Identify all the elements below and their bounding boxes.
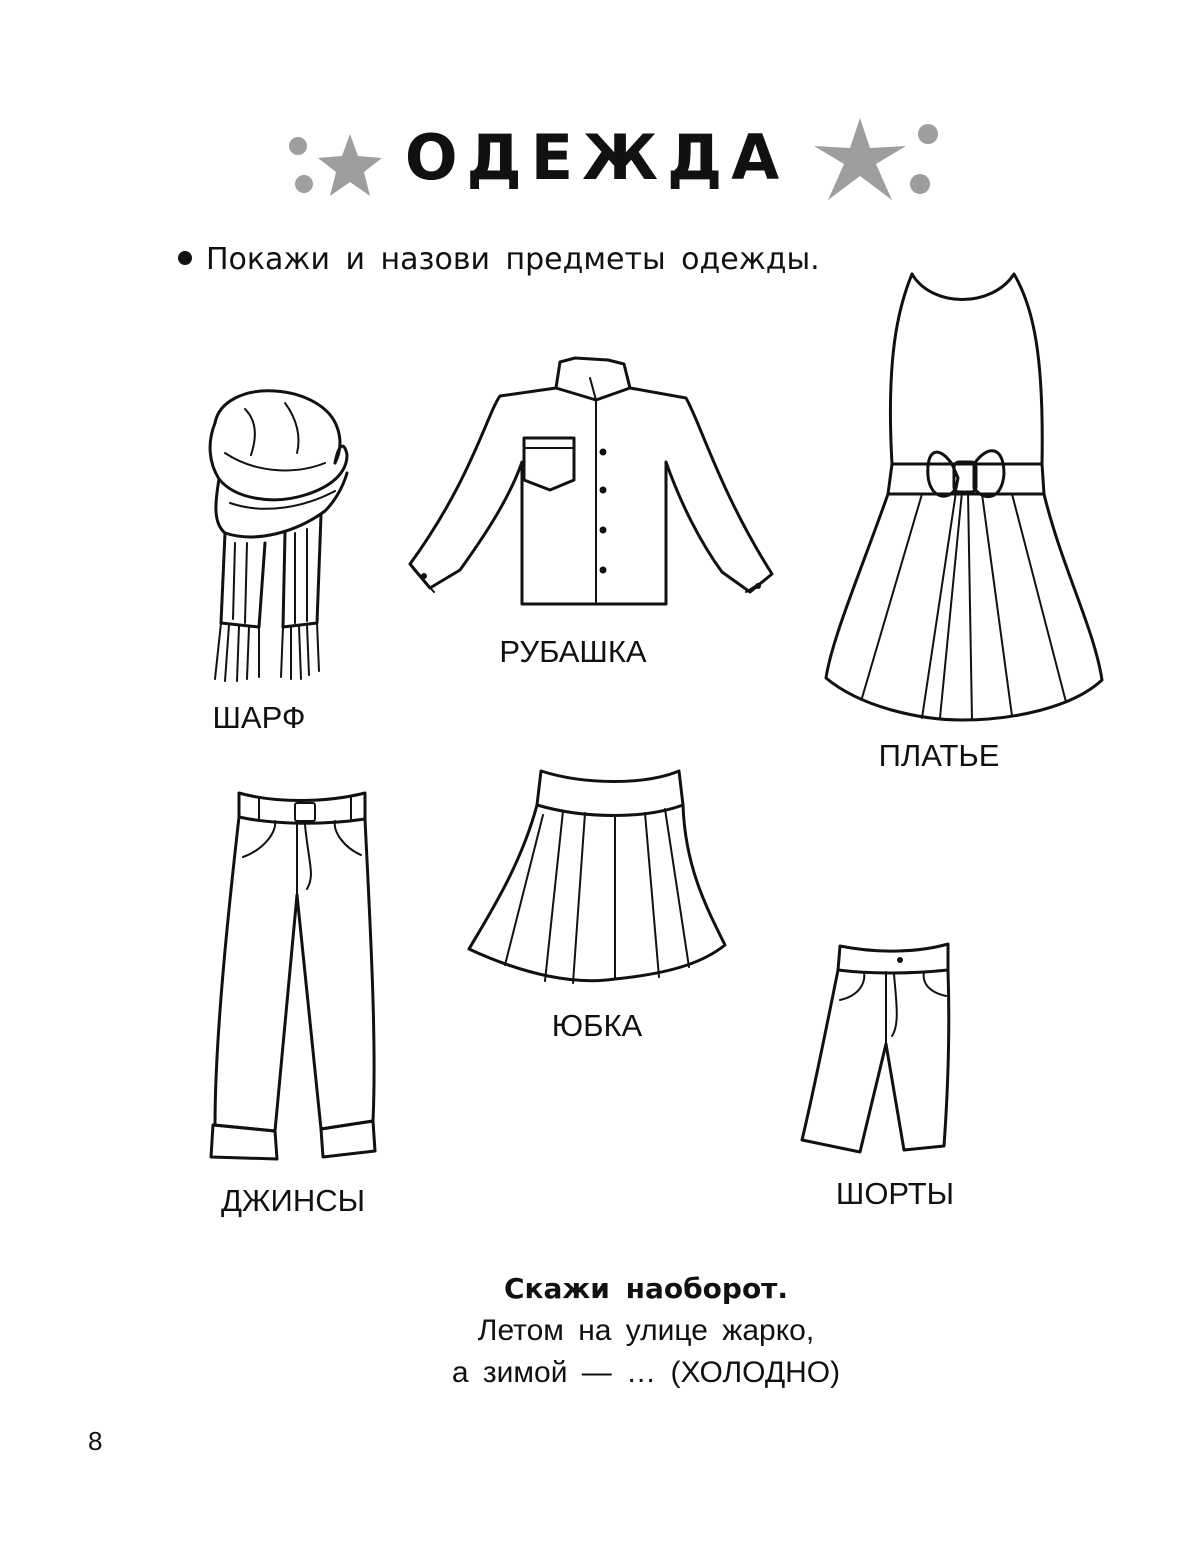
skirt-icon [465,765,730,990]
shirt-icon [400,352,785,612]
scarf-icon [185,383,360,683]
item-label-shorts: ШОРТЫ [835,1176,955,1211]
item-label-skirt: ЮБКА [551,1008,643,1043]
shorts-icon [800,940,950,1158]
item-label-dress: ПЛАТЬЕ [878,738,1000,773]
instruction [178,240,820,280]
riddle-block [296,1268,996,1394]
instruction-text: Покажи и назови предметы одежды. [206,242,820,277]
page-title: ОДЕЖДА [404,121,789,194]
riddle-line-2: а зимой — … (ХОЛОДНО) [451,1356,841,1389]
riddle-line-1: Летом на улице жарко, [477,1314,815,1347]
item-label-scarf: ШАРФ [212,700,306,735]
riddle-heading: Скажи наоборот. [503,1272,789,1305]
item-label-jeans: ДЖИНСЫ [220,1183,366,1218]
item-label-shirt: РУБАШКА [499,634,647,669]
dress-icon [822,268,1107,728]
bullet-icon [178,251,192,265]
page-number: 8 [88,1426,103,1456]
jeans-icon [205,785,377,1165]
